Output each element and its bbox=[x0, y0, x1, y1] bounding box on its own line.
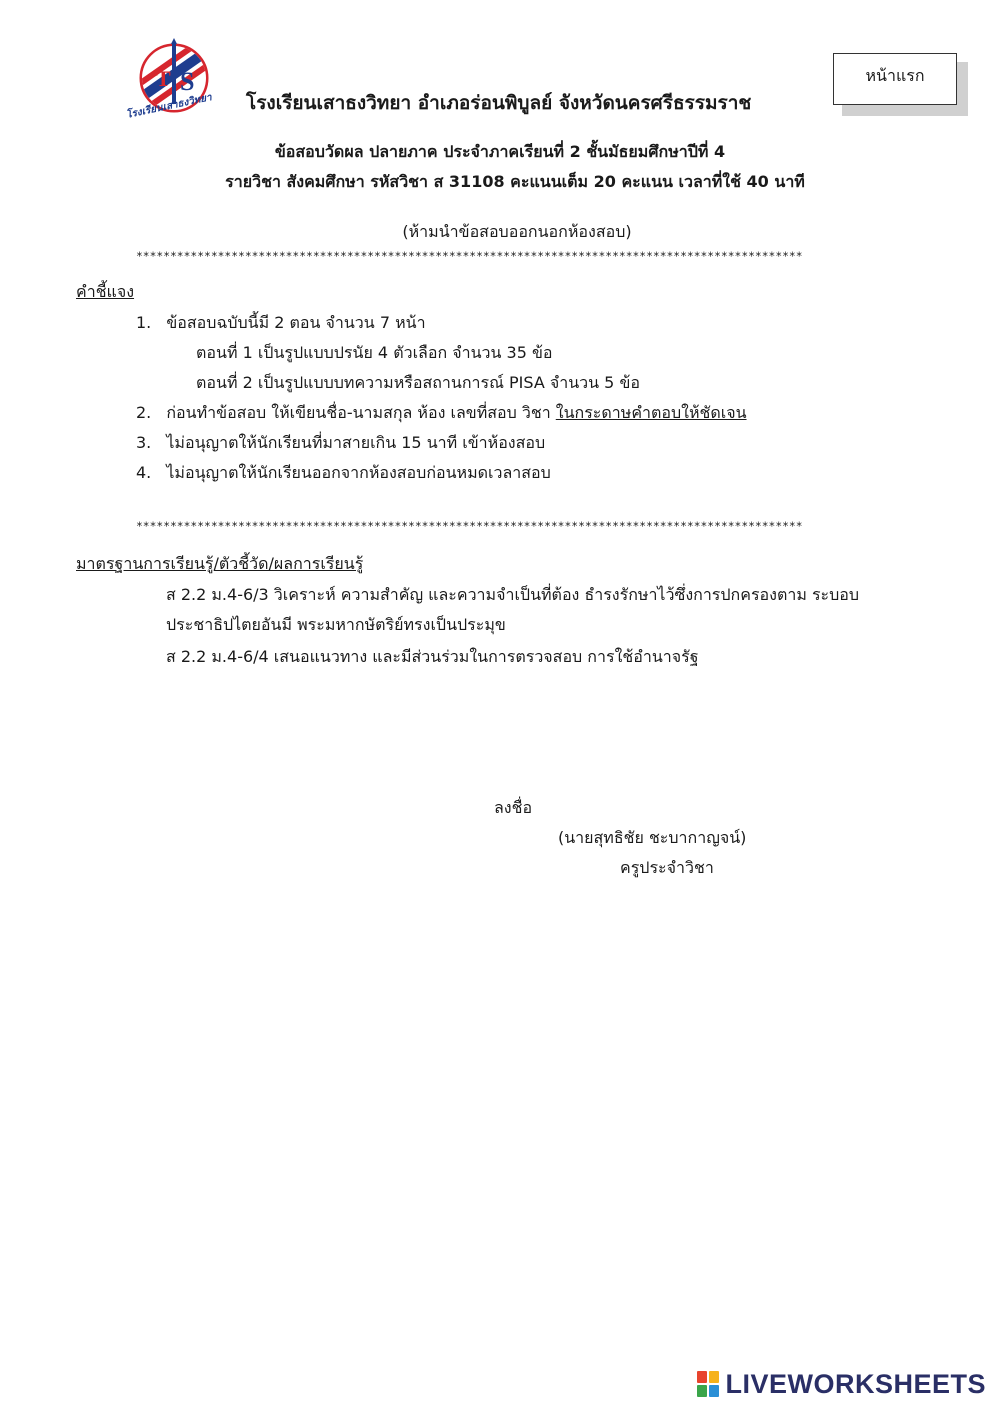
exam-notice: (ห้ามนำข้อสอบออกนอกห้องสอบ) bbox=[402, 222, 632, 241]
school-logo bbox=[125, 38, 216, 122]
item-number: 3. bbox=[136, 433, 152, 452]
instruction-item-2 bbox=[136, 401, 747, 426]
liveworksheets-mark-icon bbox=[697, 1371, 719, 1397]
instruction-item-1 bbox=[136, 311, 426, 336]
standards-heading: มาตรฐานการเรียนรู้/ตัวชี้วัด/ผลการเรียนรู้ bbox=[76, 554, 364, 573]
item-text: ไม่อนุญาตให้นักเรียนที่มาสายเกิน 15 นาที เข้าห้องสอบ bbox=[166, 433, 546, 452]
separator-bottom: ************************************************************************************************** bbox=[136, 520, 803, 533]
item-number: 1. bbox=[136, 313, 152, 332]
item-text: ข้อสอบฉบับนี้มี 2 ตอน จำนวน 7 หน้า bbox=[166, 313, 426, 332]
instruction-subitem-2: ตอนที่ 2 เป็นรูปแบบบทความหรือสถานการณ์ PISA จำนวน 5 ข้อ bbox=[196, 373, 640, 392]
school-title: โรงเรียนเสาธงวิทยา อำเภอร่อนพิบูลย์ จังหวัดนครศรีธรรมราช bbox=[246, 92, 752, 114]
standard-line-2: ประชาธิปไตยอันมี พระมหากษัตริย์ทรงเป็นประมุข bbox=[166, 615, 506, 634]
separator-top: ************************************************************************************************** bbox=[136, 250, 803, 263]
standard-line-1: ส 2.2 ม.4-6/3 วิเคราะห์ ความสำคัญ และความจำเป็นที่ต้อง ธำรงรักษาไว้ซึ่งการปกครองตาม ระบอบ bbox=[166, 585, 860, 604]
instruction-item-4 bbox=[136, 461, 551, 486]
item-number: 4. bbox=[136, 463, 152, 482]
exam-title: ข้อสอบวัดผล ปลายภาค ประจำภาคเรียนที่ 2 ชั้นมัธยมศึกษาปีที่ 4 bbox=[274, 142, 726, 161]
instruction-item-3 bbox=[136, 431, 545, 456]
item-underlined-text: ในกระดาษคำตอบให้ชัดเจน bbox=[555, 403, 747, 422]
page-badge: หน้าแรก bbox=[833, 53, 957, 105]
teacher-name: (นายสุทธิชัย ชะบากาญจน์) bbox=[558, 828, 747, 847]
signature-label: ลงชื่อ bbox=[494, 798, 533, 817]
standard-line-3: ส 2.2 ม.4-6/4 เสนอแนวทาง และมีส่วนร่วมในการตรวจสอบ การใช้อำนาจรัฐ bbox=[166, 647, 699, 666]
logo-caption: โรงเรียนเสาธงวิทยา bbox=[125, 92, 213, 121]
liveworksheets-brand: LIVEWORKSHEETS bbox=[725, 1368, 986, 1399]
instruction-subitem-1: ตอนที่ 1 เป็นรูปแบบปรนัย 4 ตัวเลือก จำนวน 35 ข้อ bbox=[196, 343, 553, 362]
svg-text:T: T bbox=[156, 66, 171, 91]
item-number: 2. bbox=[136, 403, 152, 422]
svg-text:S: S bbox=[180, 67, 195, 96]
instructions-heading: คำชี้แจง bbox=[76, 282, 135, 301]
item-text: ก่อนทำข้อสอบ ให้เขียนชื่อ-นามสกุล ห้อง เลขที่สอบ วิชา bbox=[166, 403, 556, 422]
exam-subject-line: รายวิชา สังคมศึกษา รหัสวิชา ส 31108 คะแนนเต็ม 20 คะแนน เวลาที่ใช้ 40 นาที bbox=[225, 172, 805, 191]
item-text: ไม่อนุญาตให้นักเรียนออกจากห้องสอบก่อนหมดเวลาสอบ bbox=[166, 463, 551, 482]
liveworksheets-logo bbox=[697, 1368, 986, 1400]
teacher-role: ครูประจำวิชา bbox=[620, 858, 714, 877]
